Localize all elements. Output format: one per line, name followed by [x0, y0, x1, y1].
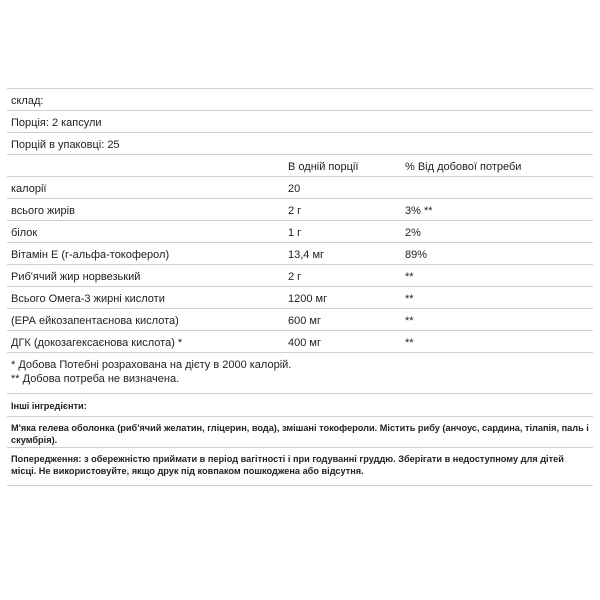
serving-size: Порція: 2 капсули	[11, 117, 102, 129]
nutrient-amount: 1200 мг	[288, 293, 328, 305]
table-row	[7, 243, 593, 265]
nutrient-name: Риб'ячий жир норвезький	[11, 271, 141, 283]
warning-text: Попередження: з обережністю приймати в період вагітності і при годуванні груддю. Зберігати в недоступному для дітей місці. Не використовуйте, якщо друк під ковпаком пошкоджена або відсутня.	[11, 454, 564, 476]
nutrient-daily-value: **	[405, 315, 414, 327]
nutrient-amount: 13,4 мг	[288, 249, 325, 261]
table-row	[7, 309, 593, 331]
column-header-amount: В одній порції	[288, 161, 359, 173]
nutrient-name: ДГК (докозагексаєнова кислота) *	[11, 337, 183, 349]
nutrient-name: калорії	[11, 183, 47, 195]
column-header-daily-value: % Від добової потреби	[405, 161, 522, 173]
table-row	[7, 265, 593, 287]
servings-per-container-row	[7, 133, 593, 155]
other-ingredients-heading: Інші інгредієнти:	[11, 401, 87, 411]
nutrient-name: (ЕРА ейкозапентаєнова кислота)	[11, 315, 179, 327]
nutrient-amount: 2 г	[288, 271, 302, 283]
footnote-daily-value: * Добова Потебні розрахована на дієту в 2000 калорій.	[11, 359, 292, 371]
supplement-facts-table	[7, 88, 593, 486]
table-row	[7, 199, 593, 221]
nutrient-daily-value: 89%	[405, 249, 428, 261]
footnote-not-established: ** Добова потреба не визначена.	[11, 373, 180, 385]
nutrient-amount: 400 мг	[288, 337, 321, 349]
nutrient-daily-value: **	[405, 293, 414, 305]
other-ingredients-row	[7, 417, 593, 448]
nutrient-daily-value: 2%	[405, 227, 421, 239]
nutrient-daily-value: 3% **	[405, 205, 433, 217]
footnotes	[7, 353, 593, 394]
nutrient-daily-value: **	[405, 337, 414, 349]
nutrient-amount: 1 г	[288, 227, 302, 239]
nutrient-name: Всього Омега-3 жирні кислоти	[11, 293, 165, 305]
nutrient-name: всього жирів	[11, 205, 75, 217]
table-row	[7, 177, 593, 199]
table-row	[7, 221, 593, 243]
column-header-row	[7, 155, 593, 177]
nutrient-amount: 20	[288, 183, 301, 195]
nutrient-amount: 2 г	[288, 205, 302, 217]
composition-label: склад:	[11, 95, 44, 107]
nutrient-name: Вітамін Е (г-альфа-токоферол)	[11, 249, 170, 261]
nutrient-daily-value: **	[405, 271, 414, 283]
table-row	[7, 331, 593, 353]
other-ingredients-text: М'яка гелева оболонка (риб'ячий желатин, гліцерин, вода), змішані токофероли. Містить рибу (анчоус, сардина, тілапія, паль і скумбрія).	[11, 423, 589, 445]
table-row	[7, 287, 593, 309]
warning-row	[7, 448, 593, 486]
servings-per-container: Порцій в упаковці: 25	[11, 139, 120, 151]
serving-size-row	[7, 111, 593, 133]
composition-row	[7, 89, 593, 111]
other-ingredients-heading-row	[7, 394, 593, 417]
nutrient-amount: 600 мг	[288, 315, 321, 327]
nutrient-name: білок	[11, 227, 38, 239]
